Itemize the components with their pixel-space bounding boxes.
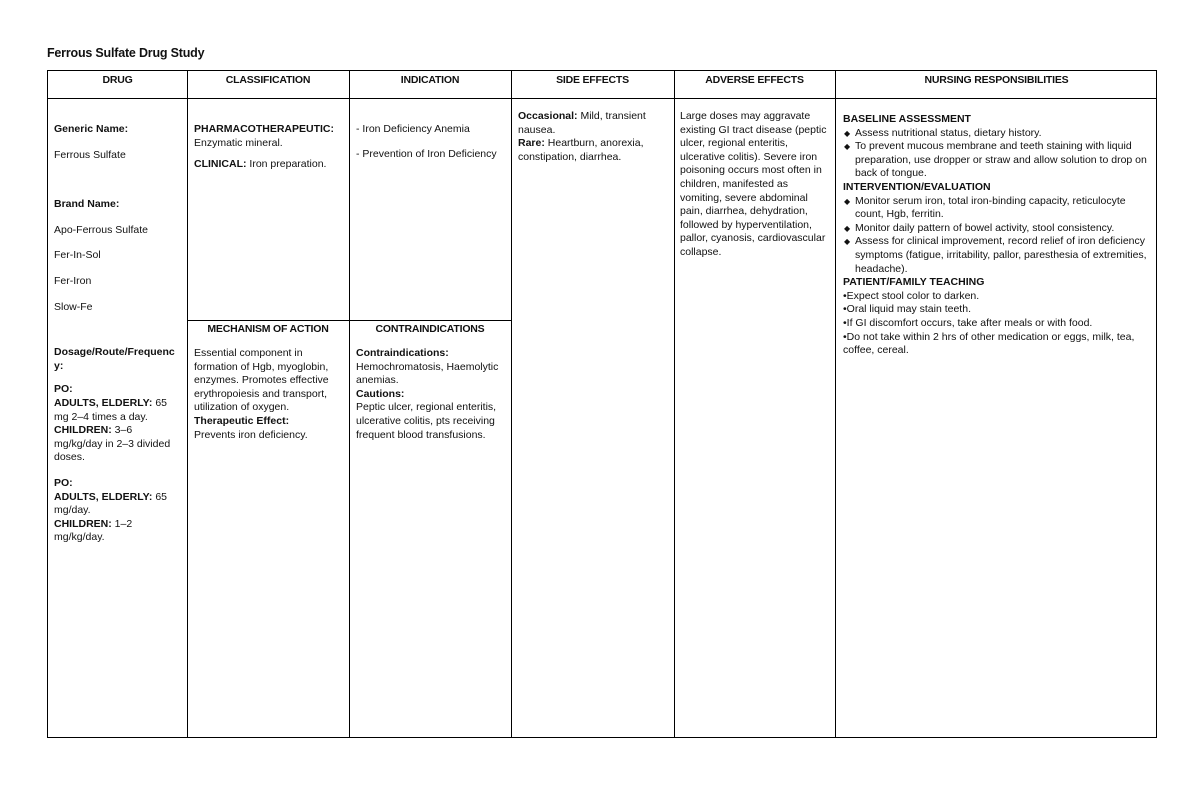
drug-study-table	[47, 70, 1157, 738]
contraindications-label: Contraindications:	[356, 347, 449, 359]
header-adverse-effects: ADVERSE EFFECTS	[705, 74, 804, 86]
cautions-text: Peptic ulcer, regional enteritis, ulcerative colitis, pts receiving frequent blood transfusions.	[356, 401, 497, 441]
children-dose: 3–6 mg/kg/day in 2–3 divided doses.	[54, 424, 171, 464]
cautions-label: Cautions:	[356, 387, 405, 400]
header-mechanism: MECHANISM OF ACTION	[207, 323, 329, 335]
therapeutic-effect-label: Therapeutic Effect:	[194, 414, 290, 427]
rare-label: Rare:	[518, 137, 545, 150]
therapeutic-effect-text: Prevents iron deficiency.	[194, 428, 308, 441]
diamond-bullet-icon: ◆	[844, 142, 851, 152]
baseline-list	[843, 127, 1153, 181]
nursing-cell	[843, 113, 1153, 358]
column-divider	[349, 71, 350, 737]
header-classification: CLASSIFICATION	[225, 74, 311, 86]
header-contraindications: CONTRAINDICATIONS	[375, 323, 485, 335]
brand-name: Slow-Fe	[54, 300, 93, 313]
indication-item: - Prevention of Iron Deficiency	[356, 147, 497, 160]
column-divider	[835, 71, 836, 737]
adults-label: ADULTS, ELDERLY:	[54, 490, 153, 503]
adverse-effects-cell	[680, 110, 832, 260]
teaching-label: PATIENT/FAMILY TEACHING	[843, 276, 985, 289]
column-divider	[511, 71, 512, 737]
children-label: CHILDREN:	[54, 517, 112, 530]
intervention-label: INTERVENTION/EVALUATION	[843, 180, 991, 193]
teaching-item: •If GI discomfort occurs, take after meals or with food.	[843, 316, 1093, 329]
classification-cell	[194, 123, 344, 172]
brand-name: Fer-In-Sol	[54, 249, 101, 262]
teaching-item: •Expect stool color to darken.	[843, 289, 980, 302]
diamond-bullet-icon: ◆	[844, 196, 851, 206]
adults-dose: 65 mg/day.	[54, 490, 168, 517]
header-side-effects: SIDE EFFECTS	[556, 74, 629, 86]
children-label: CHILDREN:	[54, 424, 112, 437]
dosage-label: Dosage/Route/Frequency:	[54, 346, 175, 372]
brand-name: Apo-Ferrous Sulfate	[54, 223, 148, 236]
list-item: ◆ Monitor daily pattern of bowel activity, stool consistency.	[844, 221, 1115, 234]
teaching-item: •Do not take within 2 hrs of other medication or eggs, milk, tea, coffee, cereal.	[843, 330, 1135, 357]
header-indication: INDICATION	[400, 74, 460, 86]
diamond-bullet-icon: ◆	[844, 237, 851, 247]
occasional-label: Occasional:	[518, 110, 578, 122]
indication-cell	[356, 123, 506, 161]
drug-cell	[54, 123, 182, 545]
diamond-bullet-icon: ◆	[844, 128, 851, 138]
list-item: ◆ To prevent mucous membrane and teeth staining with liquid preparation, use dropper or straw and allow solution to drop on back of tongue.	[844, 140, 1147, 180]
column-divider	[674, 71, 675, 737]
pharmacotherapeutic-value: Enzymatic mineral.	[194, 136, 283, 149]
clinical-value: Iron preparation.	[246, 158, 327, 171]
adults-label: ADULTS, ELDERLY:	[54, 396, 153, 409]
side-effects-cell	[518, 110, 670, 164]
column-divider	[187, 71, 188, 737]
document-title: Ferrous Sulfate Drug Study	[47, 46, 205, 60]
header-nursing: NURSING RESPONSIBILITIES	[924, 74, 1069, 86]
generic-name: Ferrous Sulfate	[54, 148, 126, 161]
mechanism-divider	[187, 320, 511, 321]
list-item: ◆ Assess nutritional status, dietary history.	[844, 126, 1042, 139]
teaching-item: •Oral liquid may stain teeth.	[843, 303, 971, 316]
brand-name-label: Brand Name:	[54, 198, 120, 211]
occasional-text: Mild, transient nausea.	[518, 110, 646, 136]
list-item: ◆ Assess for clinical improvement, record relief of iron deficiency symptoms (fatigue, irritability, pallor, paresthesia of extremities, headache).	[844, 235, 1147, 275]
header-drug: DRUG	[102, 74, 133, 86]
header-divider	[48, 98, 1156, 99]
list-item: ◆ Monitor serum iron, total iron-binding capacity, reticulocyte count, Hgb, ferritin.	[844, 194, 1126, 221]
mechanism-cell	[194, 347, 346, 442]
pharmacotherapeutic-label: PHARMACOTHERAPEUTIC:	[194, 123, 334, 135]
baseline-assessment-label: BASELINE ASSESSMENT	[843, 113, 971, 125]
clinical-label: CLINICAL:	[194, 158, 247, 171]
diamond-bullet-icon: ◆	[844, 223, 851, 233]
contraindications-cell	[356, 347, 508, 442]
indication-item: - Iron Deficiency Anemia	[356, 123, 470, 135]
generic-name-label: Generic Name:	[54, 123, 129, 135]
adverse-effects-text: Large doses may aggravate existing GI tract disease (peptic ulcer, regional enteritis, ulcerative colitis). Severe iron poisoning occurs most often in children, manifested as vomiting, severe abdominal pain, diarrhea, dehydration, followed by hyperventilation, pallor, cyanosis, cardiovascular collapse.	[680, 110, 827, 258]
children-dose: 1–2 mg/kg/day.	[54, 517, 133, 544]
adults-dose: 65 mg 2–4 times a day.	[54, 396, 168, 423]
route-label: PO:	[54, 476, 73, 489]
contraindications-text: Hemochromatosis, Haemolytic anemias.	[356, 360, 499, 387]
mechanism-text: Essential component in formation of Hgb, myoglobin, enzymes. Promotes effective erythropoiesis and transport, utilization of oxygen.	[194, 347, 329, 414]
route-label: PO:	[54, 383, 73, 396]
intervention-list	[843, 195, 1153, 277]
rare-text: Heartburn, anorexia, constipation, diarrhea.	[518, 137, 644, 163]
brand-name: Fer-Iron	[54, 274, 92, 287]
